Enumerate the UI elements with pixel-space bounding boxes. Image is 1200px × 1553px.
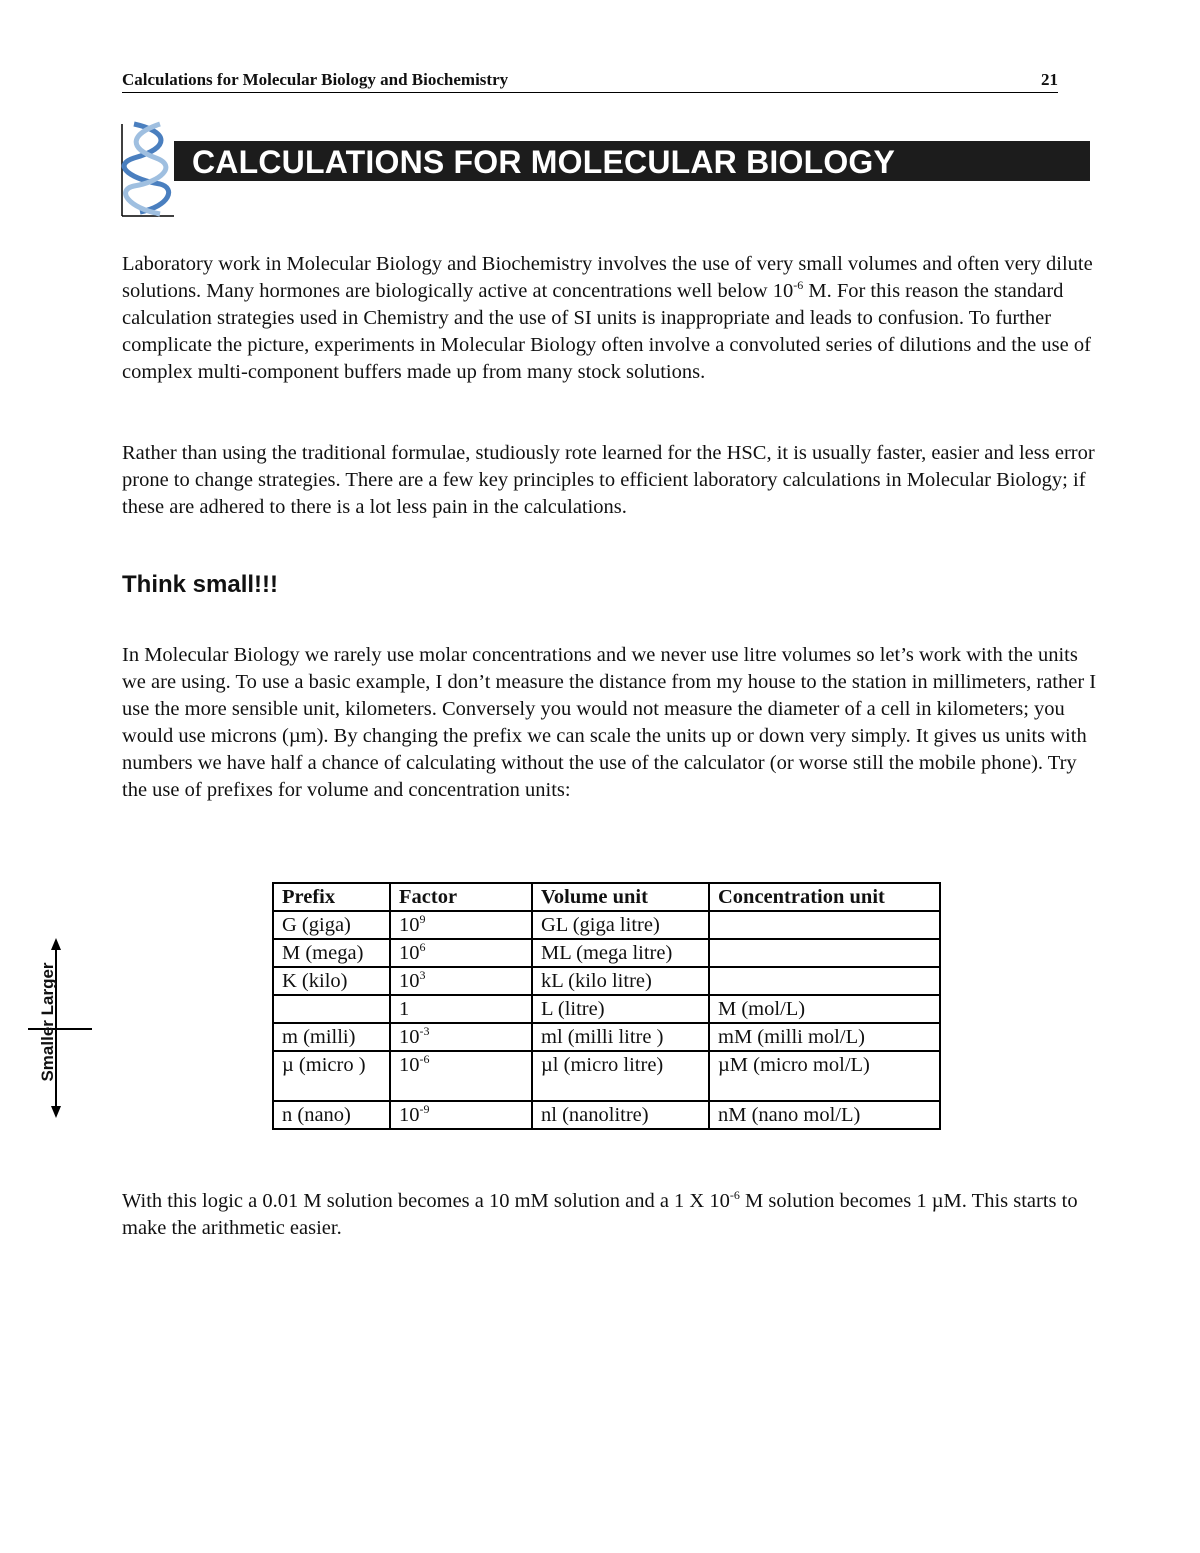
header-factor: Factor [390,883,532,911]
cell-concentration [709,967,940,995]
table-header-row [273,883,940,911]
cell-concentration [709,939,940,967]
cell-volume: µl (micro litre) [532,1051,709,1101]
section-heading: Think small!!! [122,571,279,598]
table-row [273,1101,940,1129]
cell-concentration: mM (milli mol/L) [709,1023,940,1051]
intro-paragraph-1: Laboratory work in Molecular Biology and Biochemistry involves the use of very small volumes and often very dilute solutions. Many hormones are biologically active at concentrations well below $10^{-6}$ M. For this reason the standard calculation strategies used in Chemistry and the use of SI units is inappropriate and leads to confusion. To further complicate the picture, experiments in Molecular Biology often involve a convoluted series of dilutions and the use of complex multi-component buffers made up from many stock solutions. [122,253,1093,383]
cell-volume: nl (nanolitre) [532,1101,709,1129]
cell-factor: $10^{-9}$ [390,1101,532,1129]
cell-prefix: n (nano) [273,1101,390,1129]
scale-label: Smaller Larger [38,962,57,1082]
header-concentration: Concentration unit [709,883,940,911]
cell-prefix: m (milli) [273,1023,390,1051]
cell-volume: L (litre) [532,995,709,1023]
running-header [122,70,1058,93]
table-row [273,911,940,939]
cell-factor: $10^{-3}$ [390,1023,532,1051]
dna-helix-icon [120,118,176,220]
chapter-banner [120,118,1090,220]
cell-concentration: µM (micro mol/L) [709,1051,940,1101]
closing-paragraph: With this logic a 0.01 M solution becomes a 10 mM solution and a 1 X $10^{-6}$ M solution becomes 1 µM. This starts to make the arithmetic easier. [122,1188,1078,1239]
running-header-title: Calculations for Molecular Biology and Biochemistry [122,70,509,89]
scale-arrow-icon [18,930,98,1120]
cell-prefix: M (mega) [273,939,390,967]
cell-factor: $10^3$ [390,967,532,995]
table-row [273,995,940,1023]
cell-prefix: µ (micro ) [273,1051,390,1101]
cell-volume: ml (milli litre ) [532,1023,709,1051]
table-row [273,1051,940,1101]
page-number: 21 [1041,70,1058,89]
cell-factor: $10^9$ [390,911,532,939]
cell-factor: $10^6$ [390,939,532,967]
cell-volume: ML (mega litre) [532,939,709,967]
cell-prefix: G (giga) [273,911,390,939]
header-prefix: Prefix [273,883,390,911]
intro-paragraph-2: Rather than using the traditional formulae, studiously rote learned for the HSC, it is usually faster, easier and less error prone to change strategies. There are a few key principles to efficient laboratory calculations in Molecular Biology; if these are adhered to there is a lot less pain in the calculations. [122,442,1095,518]
cell-factor: $10^{-6}$ [390,1051,532,1101]
chapter-title: CALCULATIONS FOR MOLECULAR BIOLOGY [192,144,896,180]
cell-volume: kL (kilo litre) [532,967,709,995]
cell-prefix: K (kilo) [273,967,390,995]
cell-factor: 1 [390,995,532,1023]
table-row [273,967,940,995]
cell-prefix [273,995,390,1023]
header-volume: Volume unit [532,883,709,911]
prefix-table [272,882,941,1130]
cell-concentration: nM (nano mol/L) [709,1101,940,1129]
cell-concentration [709,911,940,939]
table-row [273,939,940,967]
cell-concentration: M (mol/L) [709,995,940,1023]
scale-indicator [18,930,98,1120]
section-paragraph: In Molecular Biology we rarely use molar concentrations and we never use litre volumes so let’s work with the units we are using. To use a basic example, I don’t measure the distance from my house to the station in millimeters, rather I use the more sensible unit, kilometers. Conversely you would not measure the diameter of a cell in kilometers; you would use microns (µm). By changing the prefix we can scale the units up or down very simply. It gives us units with numbers we have half a chance of calculating without the use of the calculator (or worse still the mobile phone). Try the use of prefixes for volume and concentration units: [122,644,1097,801]
table-row [273,1023,940,1051]
cell-volume: GL (giga litre) [532,911,709,939]
